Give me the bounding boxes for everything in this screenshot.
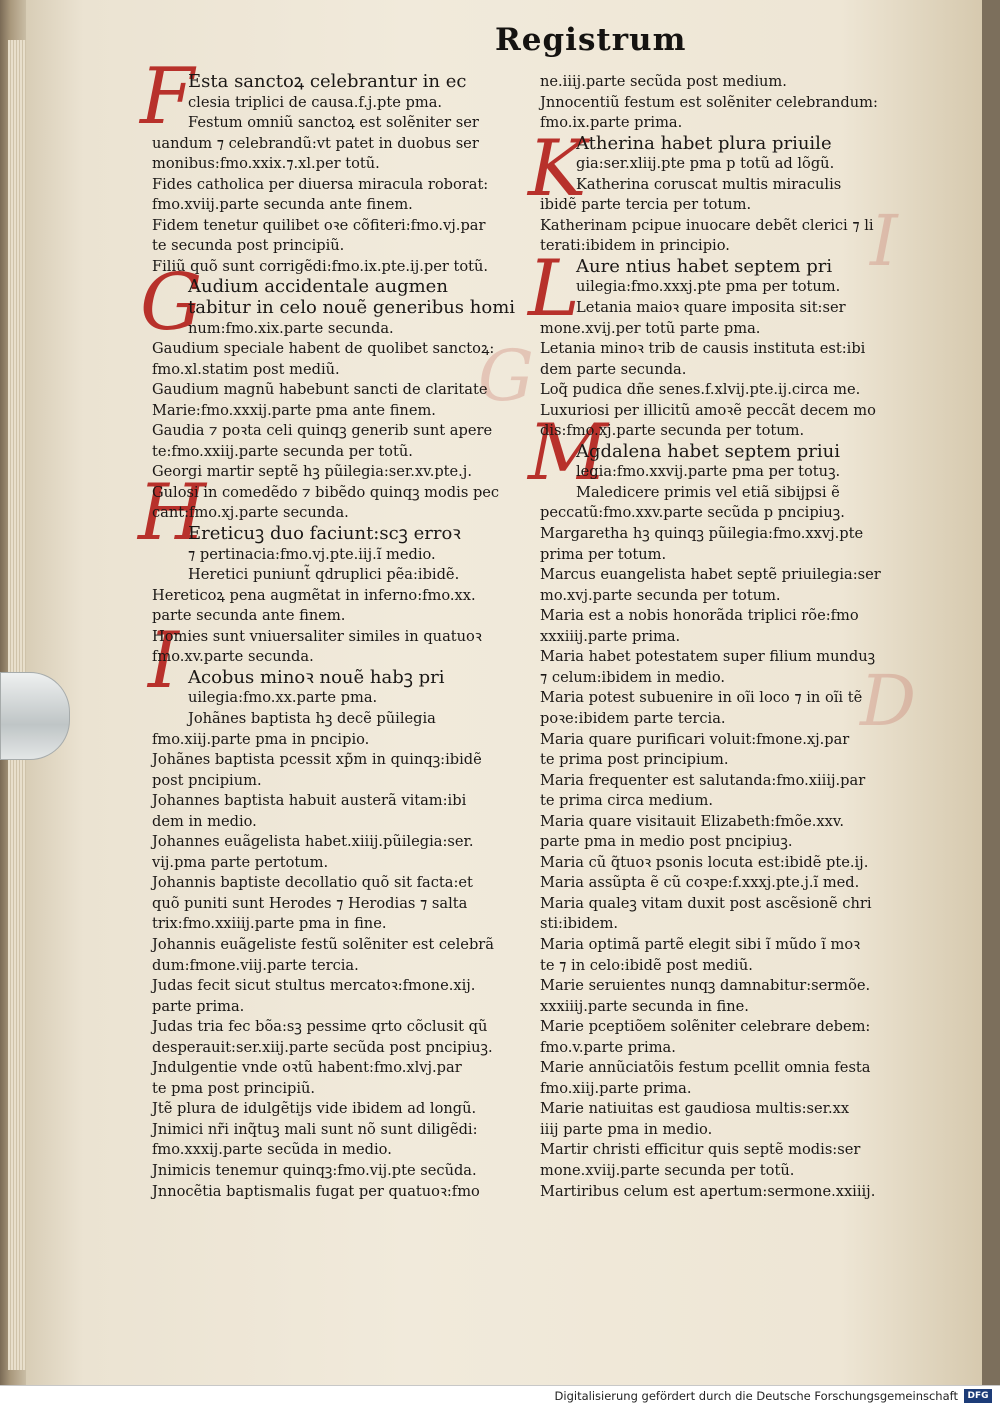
text-line: Fidem tenetur quilibet oꝛe cõfiteri:fmo.vj.par [152, 216, 486, 234]
text-line: uandum ⁊ celebrandũ:vt patet in duobus ser [152, 134, 479, 152]
rubric-initial-i: I [148, 616, 179, 706]
text-line: Gaudium magnũ habebunt sancti de claritate [152, 381, 488, 399]
text-line: Acobus minoꝛ nouẽ habꝫ pri [188, 666, 445, 688]
text-line: Letania minoꝛ trib de causis instituta est:ibi [540, 340, 866, 358]
left-column [152, 71, 516, 1202]
text-line: te ⁊ in celo:ibidẽ post mediũ. [540, 956, 753, 974]
text-line: Marie:fmo.xxxij.parte pma ante finem. [152, 401, 436, 419]
text-line: terati:ibidem in principio. [540, 237, 730, 255]
text-line: cant:fmo.xj.parte secunda. [152, 504, 349, 522]
text-line: ibidẽ parte tercia per totum. [540, 196, 752, 214]
text-line: xxxiiij.parte secunda in fine. [540, 997, 749, 1015]
text-line: Johãnes baptista pcessit xp̃m in quinqꝫ:ibidẽ [152, 751, 482, 769]
text-line: ne.iiij.parte secũda post medium. [540, 73, 787, 90]
text-line: desperauit:ser.xiij.parte secũda post pncipiuꝫ. [152, 1038, 493, 1056]
text-line: Fides catholica per diuersa miracula roborat: [152, 175, 489, 193]
text-line: Marie annũciatõis festum pcellit omnia festa [540, 1059, 871, 1077]
text-line: quõ puniti sunt Herodes ⁊ Herodias ⁊ salta [152, 894, 468, 912]
text-line: parte prima. [152, 997, 245, 1015]
text-line: Agdalena habet septem priui [576, 440, 841, 462]
text-line: uilegia:fmo.xxxj.pte pma per totum. [576, 278, 841, 296]
text-line: mone.xvij.per totũ parte pma. [540, 319, 761, 337]
text-line: Johannes euãgelista habet.xiiij.pũilegia:ser. [152, 833, 474, 851]
text-line: ⁊ pertinacia:fmo.vj.pte.iij.ĩ medio. [188, 545, 436, 563]
text-line: Maledicere primis vel etiã sibijpsi ẽ [576, 483, 840, 501]
text-line: Judas fecit sicut stultus mercatoꝛ:fmone.xij. [152, 977, 476, 995]
text-line: Maria quare visitauit Elizabeth:fmõe.xxv. [540, 812, 844, 830]
text-line: fmo.xv.parte secunda. [152, 648, 314, 666]
text-line: Katherina coruscat multis miraculis [576, 175, 842, 193]
text-line: Johannes baptista habuit austerã vitam:ibi [152, 792, 467, 810]
text-line: Jnimici nr̃i inq̃tuꝫ mali sunt nõ sunt diligẽdi: [152, 1120, 478, 1138]
show-through-mark: G [478, 335, 534, 417]
page-heading: Registrum [495, 22, 687, 58]
text-line: Katherinam pcipue inuocare debẽt clerici ⁊ li [540, 216, 874, 234]
text-line: Marie natiuitas est gaudiosa multis:ser.xx [540, 1100, 850, 1118]
text-line: dem parte secunda. [540, 360, 687, 378]
text-line: fmo.xl.statim post mediũ. [152, 360, 340, 378]
text-line: sti:ibidem. [540, 915, 619, 933]
text-line: Audium accidentale augmen [188, 276, 448, 298]
text-line: parte secunda ante finem. [152, 607, 346, 625]
rubric-initial-g: G [140, 258, 203, 348]
text-line: fmo.xiij.parte prima. [540, 1079, 692, 1097]
text-line: Marie seruientes nunqꝫ damnabitur:sermõe. [540, 977, 871, 995]
text-line: Jndulgentie vnde oꝛtũ habent:fmo.xlvj.par [152, 1059, 462, 1077]
text-line: Jnnocentiũ festum est solẽniter celebrandum: [540, 93, 878, 111]
text-line: Hereticoꝝ pena augmẽtat in inferno:fmo.xx. [152, 586, 476, 604]
text-line: fmo.ix.parte prima. [540, 114, 683, 132]
book-cover-edge [982, 0, 1000, 1385]
text-line: te:fmo.xxiij.parte secunda per totũ. [152, 442, 413, 460]
text-line: xxxiiij.parte prima. [540, 627, 681, 645]
show-through-mark: D [860, 660, 917, 742]
text-line: mone.xviij.parte secunda per totũ. [540, 1161, 795, 1179]
dfg-logo: DFG [964, 1389, 992, 1403]
text-line: te pma post principiũ. [152, 1079, 316, 1097]
text-line: fmo.xviij.parte secunda ante finem. [152, 196, 413, 214]
text-line: clesia triplici de causa.f.j.pte pma. [188, 93, 443, 111]
text-line: Atherina habet plura priuile [576, 132, 832, 154]
text-line: Maria frequenter est salutanda:fmo.xiiij.par [540, 771, 866, 789]
text-line: Johannis euãgeliste festũ solẽniter est celebrã [152, 935, 494, 953]
show-through-mark: I [870, 200, 898, 282]
text-line: te prima post principium. [540, 751, 729, 769]
text-line: Ereticuꝫ duo faciunt:scꝫ erroꝛ [188, 523, 461, 545]
text-line: parte pma in medio post pncipiuꝫ. [540, 833, 793, 851]
text-line: Heretici puniunt̃ qdruplici pẽa:ibidẽ. [188, 566, 460, 584]
rubric-initial-m: M [528, 408, 608, 498]
text-line: te prima circa medium. [540, 792, 713, 810]
text-line: Maria quare purificari voluit:fmone.xj.par [540, 730, 850, 748]
text-line: mo.xvj.parte secunda per totum. [540, 586, 781, 604]
text-line: ⁊ celum:ibidem in medio. [540, 668, 726, 686]
rubric-initial-h: H [138, 468, 207, 558]
text-line: Letania maioꝛ quare imposita sit:ser [576, 299, 846, 317]
text-line: Jnnocẽtia baptismalis fugat per quatuoꝛ:fmo [152, 1182, 480, 1200]
right-column [540, 72, 895, 1202]
text-line: fmo.xxxij.parte secũda in medio. [152, 1141, 392, 1159]
text-line: Georgi martir septẽ hꝫ pũilegia:ser.xv.pte.j. [152, 463, 472, 481]
rubric-initial-f: F [140, 52, 195, 142]
text-line: Marie pceptiõem solẽniter celebrare debem: [540, 1018, 871, 1036]
text-line: Maria assũpta ẽ cũ coꝛpe:f.xxxj.pte.j.ĩ med. [540, 874, 860, 892]
text-line: Johãnes baptista hꝫ decẽ pũilegia [188, 709, 436, 727]
text-line: Gulosi in comedẽdo ⁊ bibẽdo quinqꝫ modis pec [152, 483, 500, 501]
text-line: Maria optimã partẽ elegit sibi ĩ mũdo ĩ moꝛ [540, 935, 861, 953]
text-line: peccatũ:fmo.xxv.parte secũda p pncipiuꝫ. [540, 504, 845, 522]
text-line: legia:fmo.xxvij.parte pma per totuꝫ. [576, 463, 841, 481]
footer-credit: Digitalisierung gefördert durch die Deutsche Forschungsgemeinschaft [554, 1389, 958, 1403]
text-line: Esta sanctoꝝ celebrantur in ec [188, 71, 467, 92]
text-line: Jtẽ plura de idulgẽtijs vide ibidem ad longũ. [152, 1100, 477, 1118]
text-line: Marcus euangelista habet septẽ priuilegia:ser [540, 566, 881, 584]
text-line: post pncipium. [152, 771, 262, 789]
text-line: trix:fmo.xxiiij.parte pma in fine. [152, 915, 387, 933]
text-line: Festum omniũ sanctoꝝ est solẽniter ser [188, 114, 479, 132]
page-clip [0, 672, 70, 760]
text-line: poꝛe:ibidem parte tercia. [540, 709, 726, 727]
text-line: Gaudium speciale habent de quolibet sanctoꝝ: [152, 340, 495, 358]
rubric-initial-k: K [528, 124, 587, 214]
text-line: Loq̃ pudica dñe senes.f.xlvij.pte.ij.circa me. [540, 381, 861, 399]
text-line: dem in medio. [152, 812, 257, 830]
text-line: Aure ntius habet septem pri [576, 255, 833, 277]
text-line: Homies sunt vniuersaliter similes in quatuoꝛ [152, 627, 482, 645]
text-line: monibus:fmo.xxix.⁊.xl.per totũ. [152, 155, 380, 173]
text-line: Maria cũ q̃tuoꝛ psonis locuta est:ibidẽ pte.ij. [540, 853, 869, 871]
text-line: Maria est a nobis honorãda triplici rõe:fmo [540, 607, 859, 625]
text-line: fmo.v.parte prima. [540, 1038, 676, 1056]
text-line: Luxuriosi per illicitũ amoꝛẽ peccãt decem mo [540, 401, 876, 419]
text-line: Gaudia ⁊ poꝛta celi quinqꝫ generib sunt apere [152, 422, 493, 440]
text-line: tabitur in celo nouẽ generibus homi [188, 297, 516, 319]
text-line: gia:ser.xliij.pte pma p totũ ad lõgũ. [576, 155, 835, 173]
text-line: dis:fmo.xj.parte secunda per totum. [540, 422, 805, 440]
text-line: Margaretha hꝫ quinqꝫ pũilegia:fmo.xxvj.pte [540, 525, 864, 543]
text-line: Martir christi efficitur quis septẽ modis:ser [540, 1141, 861, 1159]
footer-bar [0, 1385, 1000, 1407]
text-line: Johannis baptiste decollatio quõ sit facta:et [152, 874, 473, 892]
text-line: iiij parte pma in medio. [540, 1120, 713, 1138]
text-line: te secunda post principiũ. [152, 237, 345, 255]
text-line: Jnimicis tenemur quinqꝫ:fmo.vij.pte secũda. [152, 1161, 477, 1179]
text-line: Maria potest subuenire in oĩi loco ⁊ in oĩi tẽ [540, 689, 863, 707]
text-line: fmo.xiij.parte pma in pncipio. [152, 730, 370, 748]
text-line: prima per totum. [540, 545, 667, 563]
text-line: Maria qualeꝫ vitam duxit post ascẽsionẽ chri [540, 894, 872, 912]
text-line: vij.pma parte pertotum. [152, 853, 329, 871]
text-line: Maria habet potestatem super filium munduꝫ [540, 648, 876, 666]
text-line: Judas tria fec bõa:sꝫ pessime qrto cõclusit qũ [152, 1018, 488, 1036]
text-line: uilegia:fmo.xx.parte pma. [188, 689, 378, 707]
text-line: Filiũ quõ sunt corrigẽdi:fmo.ix.pte.ij.per totũ. [152, 257, 489, 275]
text-line: dum:fmone.viij.parte tercia. [152, 956, 359, 974]
text-line: num:fmo.xix.parte secunda. [188, 319, 394, 337]
text-line: Martiribus celum est apertum:sermone.xxiiij. [540, 1182, 876, 1200]
rubric-initial-l: L [528, 244, 580, 334]
